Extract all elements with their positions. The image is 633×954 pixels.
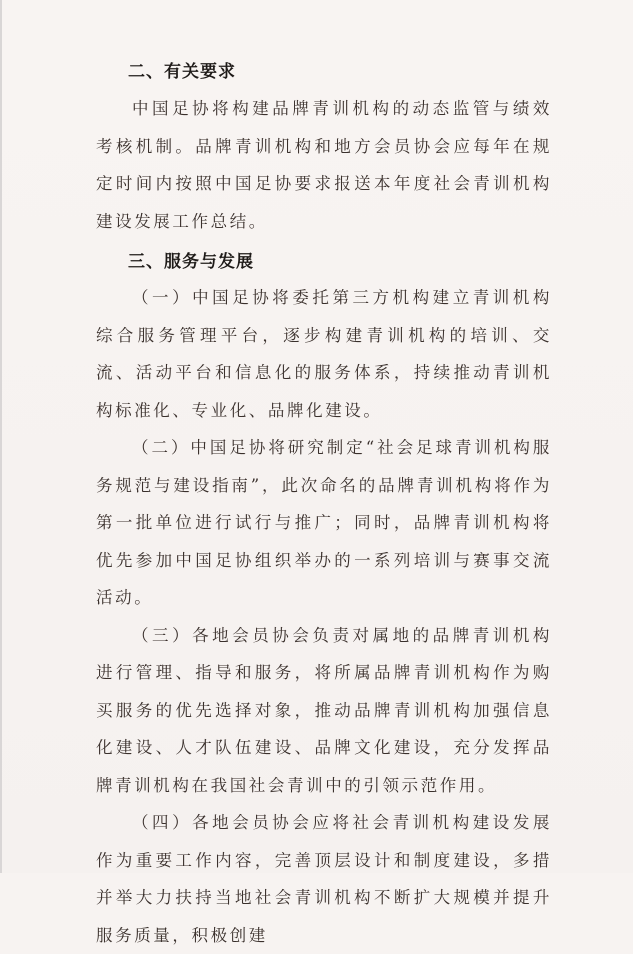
paragraph-item-1: （一）中国足协将委托第三方机构建立青训机构综合服务管理平台，逐步构建青训机构的培训、交流、活动平台和信息化的服务体系，持续推动青训机构标准化、专业化、品牌化建设。 [96, 288, 552, 420]
section-heading-requirements: 二、有关要求 [128, 62, 236, 82]
paragraph-item-2: （二）中国足协将研究制定“社会足球青训机构服务规范与建设指南”，此次命名的品牌青训机构将作为第一批单位进行试行与推广；同时，品牌青训机构将优先参加中国足协组织举办的一系列培训与赛事交流活动。 [96, 438, 552, 607]
paragraph-requirements: 中国足协将构建品牌青训机构的动态监管与绩效考核机制。品牌青训机构和地方会员协会应每年在规定时间内按照中国足协要求报送本年度社会青训机构建设发展工作总结。 [96, 99, 552, 231]
paragraph-item-3: （三）各地会员协会负责对属地的品牌青训机构进行管理、指导和服务，将所属品牌青训机构作为购买服务的优先选择对象，推动品牌青训机构加强信息化建设、人才队伍建设、品牌文化建设，充分发挥品牌青训机构在我国社会青训中的引领示范作用。 [96, 625, 552, 795]
page-edge [0, 0, 2, 873]
section-heading-service-development: 三、服务与发展 [128, 252, 254, 272]
paragraph-item-4: （四）各地会员协会应将社会青训机构建设发展作为重要工作内容，完善顶层设计和制度建设，多措并举大力扶持当地社会青训机构不断扩大规模并提升服务质量，积极创建 [96, 813, 552, 945]
document-body [96, 58, 552, 954]
